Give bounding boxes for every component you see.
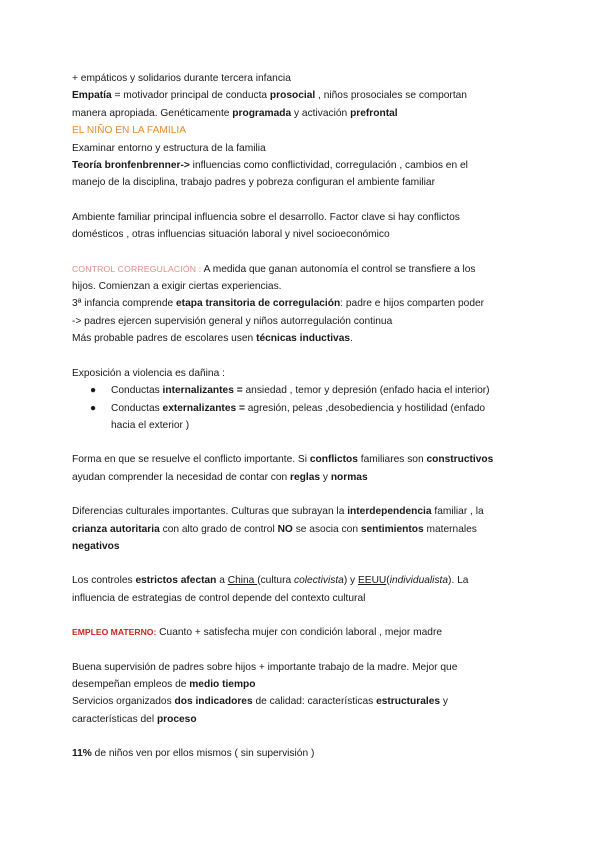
bold-term: 11% — [72, 748, 92, 760]
bold-term: medio tiempo — [189, 678, 256, 690]
list-item — [72, 400, 542, 417]
underlined-term: EEUU — [357, 575, 387, 587]
text-span: y — [320, 471, 331, 483]
text-span: se asocia con — [292, 523, 361, 535]
text-span: Cuanto + satisfecha mujer con condición laboral , mejor madre — [156, 627, 443, 639]
text-span: influencias como conflictividad, corregulación , cambios en el — [189, 160, 468, 172]
bold-term: estrictos afectan — [135, 575, 217, 587]
text-span: Servicios organizados — [72, 696, 175, 708]
spacer — [72, 244, 542, 261]
text-span: : padre e hijos comparten poder — [340, 298, 485, 310]
bold-term: reglas — [290, 471, 321, 483]
text-span: y — [440, 696, 449, 708]
text-span: Conductas — [111, 385, 163, 397]
bold-term: negativos — [72, 540, 120, 552]
bold-term: Empatía — [72, 90, 112, 102]
text-span: manera apropiada. Genéticamente — [72, 107, 233, 119]
bold-term: conflictos — [309, 454, 358, 466]
text-span: ( — [386, 575, 390, 587]
bold-term: etapa transitoria de corregulación — [176, 298, 341, 310]
text-span: 3ª infancia comprende — [72, 298, 177, 310]
text-line: Examinar entorno y estructura de la familia — [72, 142, 266, 154]
text-line — [72, 70, 542, 87]
text-line: domésticos , otras influencias situación laboral y nivel socioeconómico — [72, 229, 390, 241]
text-line — [72, 676, 542, 693]
italic-term: individualista — [389, 575, 449, 587]
text-span: familiares son — [357, 454, 427, 466]
text-span: características del — [72, 713, 157, 725]
bullet-icon: ● — [90, 385, 97, 397]
section-heading: EL NIÑO EN LA FAMILIA — [72, 125, 186, 137]
text-span: A medida que ganan autonomía el control se transfiere a los — [201, 263, 476, 275]
spacer — [72, 555, 542, 572]
text-line — [72, 261, 542, 278]
spacer — [72, 192, 542, 209]
text-span: Diferencias culturales importantes. Culturas que subrayan la — [72, 506, 348, 518]
bold-term: crianza autoritaria — [72, 523, 160, 535]
text-span: (cultura — [257, 575, 294, 587]
text-span: . — [350, 333, 353, 345]
text-span: ). La — [448, 575, 469, 587]
text-line: Buena supervisión de padres sobre hijos + importante trabajo de la madre. Mejor que — [72, 661, 458, 673]
bold-term: prefrontal — [350, 107, 398, 119]
text-span: y activación — [291, 107, 351, 119]
text-span: de niños ven por ellos mismos ( sin supervisión ) — [91, 748, 315, 760]
section-label: EMPLEO MATERNO: — [72, 627, 157, 638]
list-item — [72, 382, 542, 399]
text-line: Exposición a violencia es dañina : — [72, 367, 225, 379]
spacer — [72, 434, 542, 451]
text-line — [72, 105, 542, 122]
text-span: Forma en que se resuelve el conflicto importante. Si — [72, 454, 310, 466]
text-line — [72, 572, 542, 589]
bold-term: NO — [277, 523, 293, 535]
text-span: Los controles — [72, 575, 136, 587]
spacer — [72, 728, 542, 745]
section-label: CONTROL CORREGULACIÓN : — [72, 263, 202, 274]
spacer — [72, 642, 542, 659]
text-line: influencia de estrategias de control depende del contexto cultural — [72, 592, 366, 604]
text-line — [72, 157, 542, 174]
text-line — [72, 711, 542, 728]
text-span: , niños prosociales se comportan — [315, 90, 467, 102]
italic-term: colectivista — [294, 575, 344, 587]
text-line: Ambiente familiar principal influencia sobre el desarrollo. Factor clave si hay conflictos — [72, 211, 460, 223]
text-span: maternales — [423, 523, 477, 535]
bold-term: sentimientos — [360, 523, 424, 535]
bullet-icon: ● — [90, 402, 97, 414]
bold-term: normas — [330, 471, 368, 483]
text-line — [72, 745, 542, 762]
text-span: hacia el exterior ) — [111, 419, 190, 431]
bold-term: prosocial — [269, 90, 316, 102]
spacer — [72, 348, 542, 365]
text-line — [72, 624, 542, 641]
bold-term: interdependencia — [347, 506, 432, 518]
text-span: con alto grado de control — [159, 523, 278, 535]
text-span: ) y — [343, 575, 358, 587]
bold-term: técnicas inductivas — [256, 333, 351, 345]
text-line — [72, 693, 542, 710]
bold-term: constructivos — [426, 454, 494, 466]
bold-term: internalizantes = — [162, 385, 243, 397]
spacer — [72, 607, 542, 624]
text-line — [72, 469, 542, 486]
text-span: Conductas — [111, 402, 163, 414]
text-line — [72, 451, 542, 468]
document-page — [72, 70, 542, 763]
text-span: Más probable padres de escolares usen — [72, 333, 257, 345]
text-line: manejo de la disciplina, trabajo padres y pobreza configuran el ambiente familiar — [72, 177, 435, 189]
bold-term: estructurales — [376, 696, 441, 708]
text-span: a — [216, 575, 228, 587]
text-span: = motivador principal de conducta — [111, 90, 270, 102]
bold-term: programada — [232, 107, 292, 119]
text-span: + empáticos y solidarios durante tercera infancia — [72, 73, 291, 84]
list-item-continuation — [72, 417, 542, 434]
bold-term: externalizantes = — [162, 402, 245, 414]
bold-term: proceso — [156, 713, 197, 725]
text-span: desempeñan empleos de — [72, 678, 190, 690]
text-span: ayudan comprender la necesidad de contar con — [72, 471, 291, 483]
text-line — [72, 503, 542, 520]
bullet-list — [72, 382, 542, 434]
text-span: familiar , la — [431, 506, 484, 518]
text-span: agresión, peleas ,desobediencia y hostilidad (enfado — [244, 402, 486, 414]
text-span: de calidad: características — [252, 696, 377, 708]
text-line — [72, 521, 542, 538]
spacer — [72, 486, 542, 503]
bold-term: Teoría bronfenbrenner-> — [72, 160, 190, 172]
text-span: ansiedad , temor y depresión (enfado hacia el interior) — [242, 385, 490, 397]
text-line — [72, 87, 542, 104]
text-line — [72, 330, 542, 347]
text-line: hijos. Comienzan a exigir ciertas experiencias. — [72, 281, 282, 293]
text-line — [72, 295, 542, 312]
bold-term: dos indicadores — [174, 696, 253, 708]
underlined-term: China — [227, 575, 258, 587]
text-line: -> padres ejercen supervisión general y niños autorregulación continua — [72, 315, 393, 327]
text-line — [72, 538, 542, 555]
